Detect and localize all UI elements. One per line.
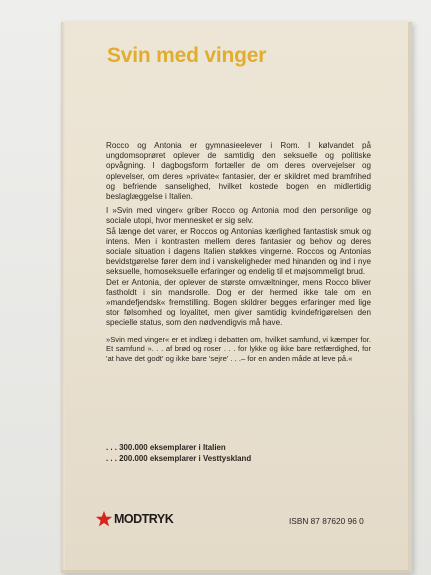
cover-edge [61,22,65,570]
blurb-quote: »Svin med vinger« er et indlæg i debatten om, hvilket samfund, vi kæmper for. Et samfund ». . . af brød og roser . . . for lykke og ikke bare retfærdighed, for 'at have det godt' og ikke bare 'sejre' . . .– for en anden måde at leve på.« [106,334,371,363]
book-title: Svin med vinger [107,44,267,67]
blurb-paragraph-2: I »Svin med vinger« griber Rocco og Antonia mod den personlige og sociale utopi, hvor mennesket er sig selv. [106,206,371,226]
sales-italy: . . . 300.000 eksemplarer i Italien [106,443,226,452]
red-star-icon [95,510,113,528]
sales-west-germany: . . . 200.000 eksemplarer i Vesttyskland [106,453,252,463]
publisher-name: MODTRYK [114,512,174,526]
blurb-paragraph-4: Det er Antonia, der oplever de største omvæltninger, mens Rocco bliver fastholdt i sin mandsrolle. Dog er der hermed ikke tale om en »mandefjendsk« fremstilling. Bogen skildrer begges erfaringer med lige stor følsomhed og loyalitet, men giver samtidig kvindefrigørelsen den specielle status, som den nødvendigvis må have. [106,277,371,328]
publisher-logo [95,509,173,529]
blurb-text [106,141,371,367]
book-back-cover [61,22,412,573]
sales-figures [106,443,376,464]
blurb-paragraph-1: Rocco og Antonia er gymnasieelever i Rom. I kølvandet på ungdomsoprøret oplever de samtidig den seksuelle og politiske opvågning. I dagbogsform fortæller de om deres overvejelser og oplevelser, om deres »private« fantasier, der er skildret med bramfrihed og befriende sanselighed, hvilket kostede bogen en midlertidig beslaglæggelse i Italien. [106,141,371,202]
blurb-paragraph-3: Så længe det varer, er Roccos og Antonias kærlighed fantastisk smuk og intens. Men i kontrasten mellem deres fantasier og behov og deres sociale situation i dagens Italien støkkes vingerne. Roccos og Antonias bevidstgørelse fører dem ind i vanskeligheder med hinanden og ind i nye seksuelle, homoseksuelle erfaringer og endelig til et møjsommeligt brud. [106,226,371,277]
isbn-number: ISBN 87 87620 96 0 [289,516,364,526]
